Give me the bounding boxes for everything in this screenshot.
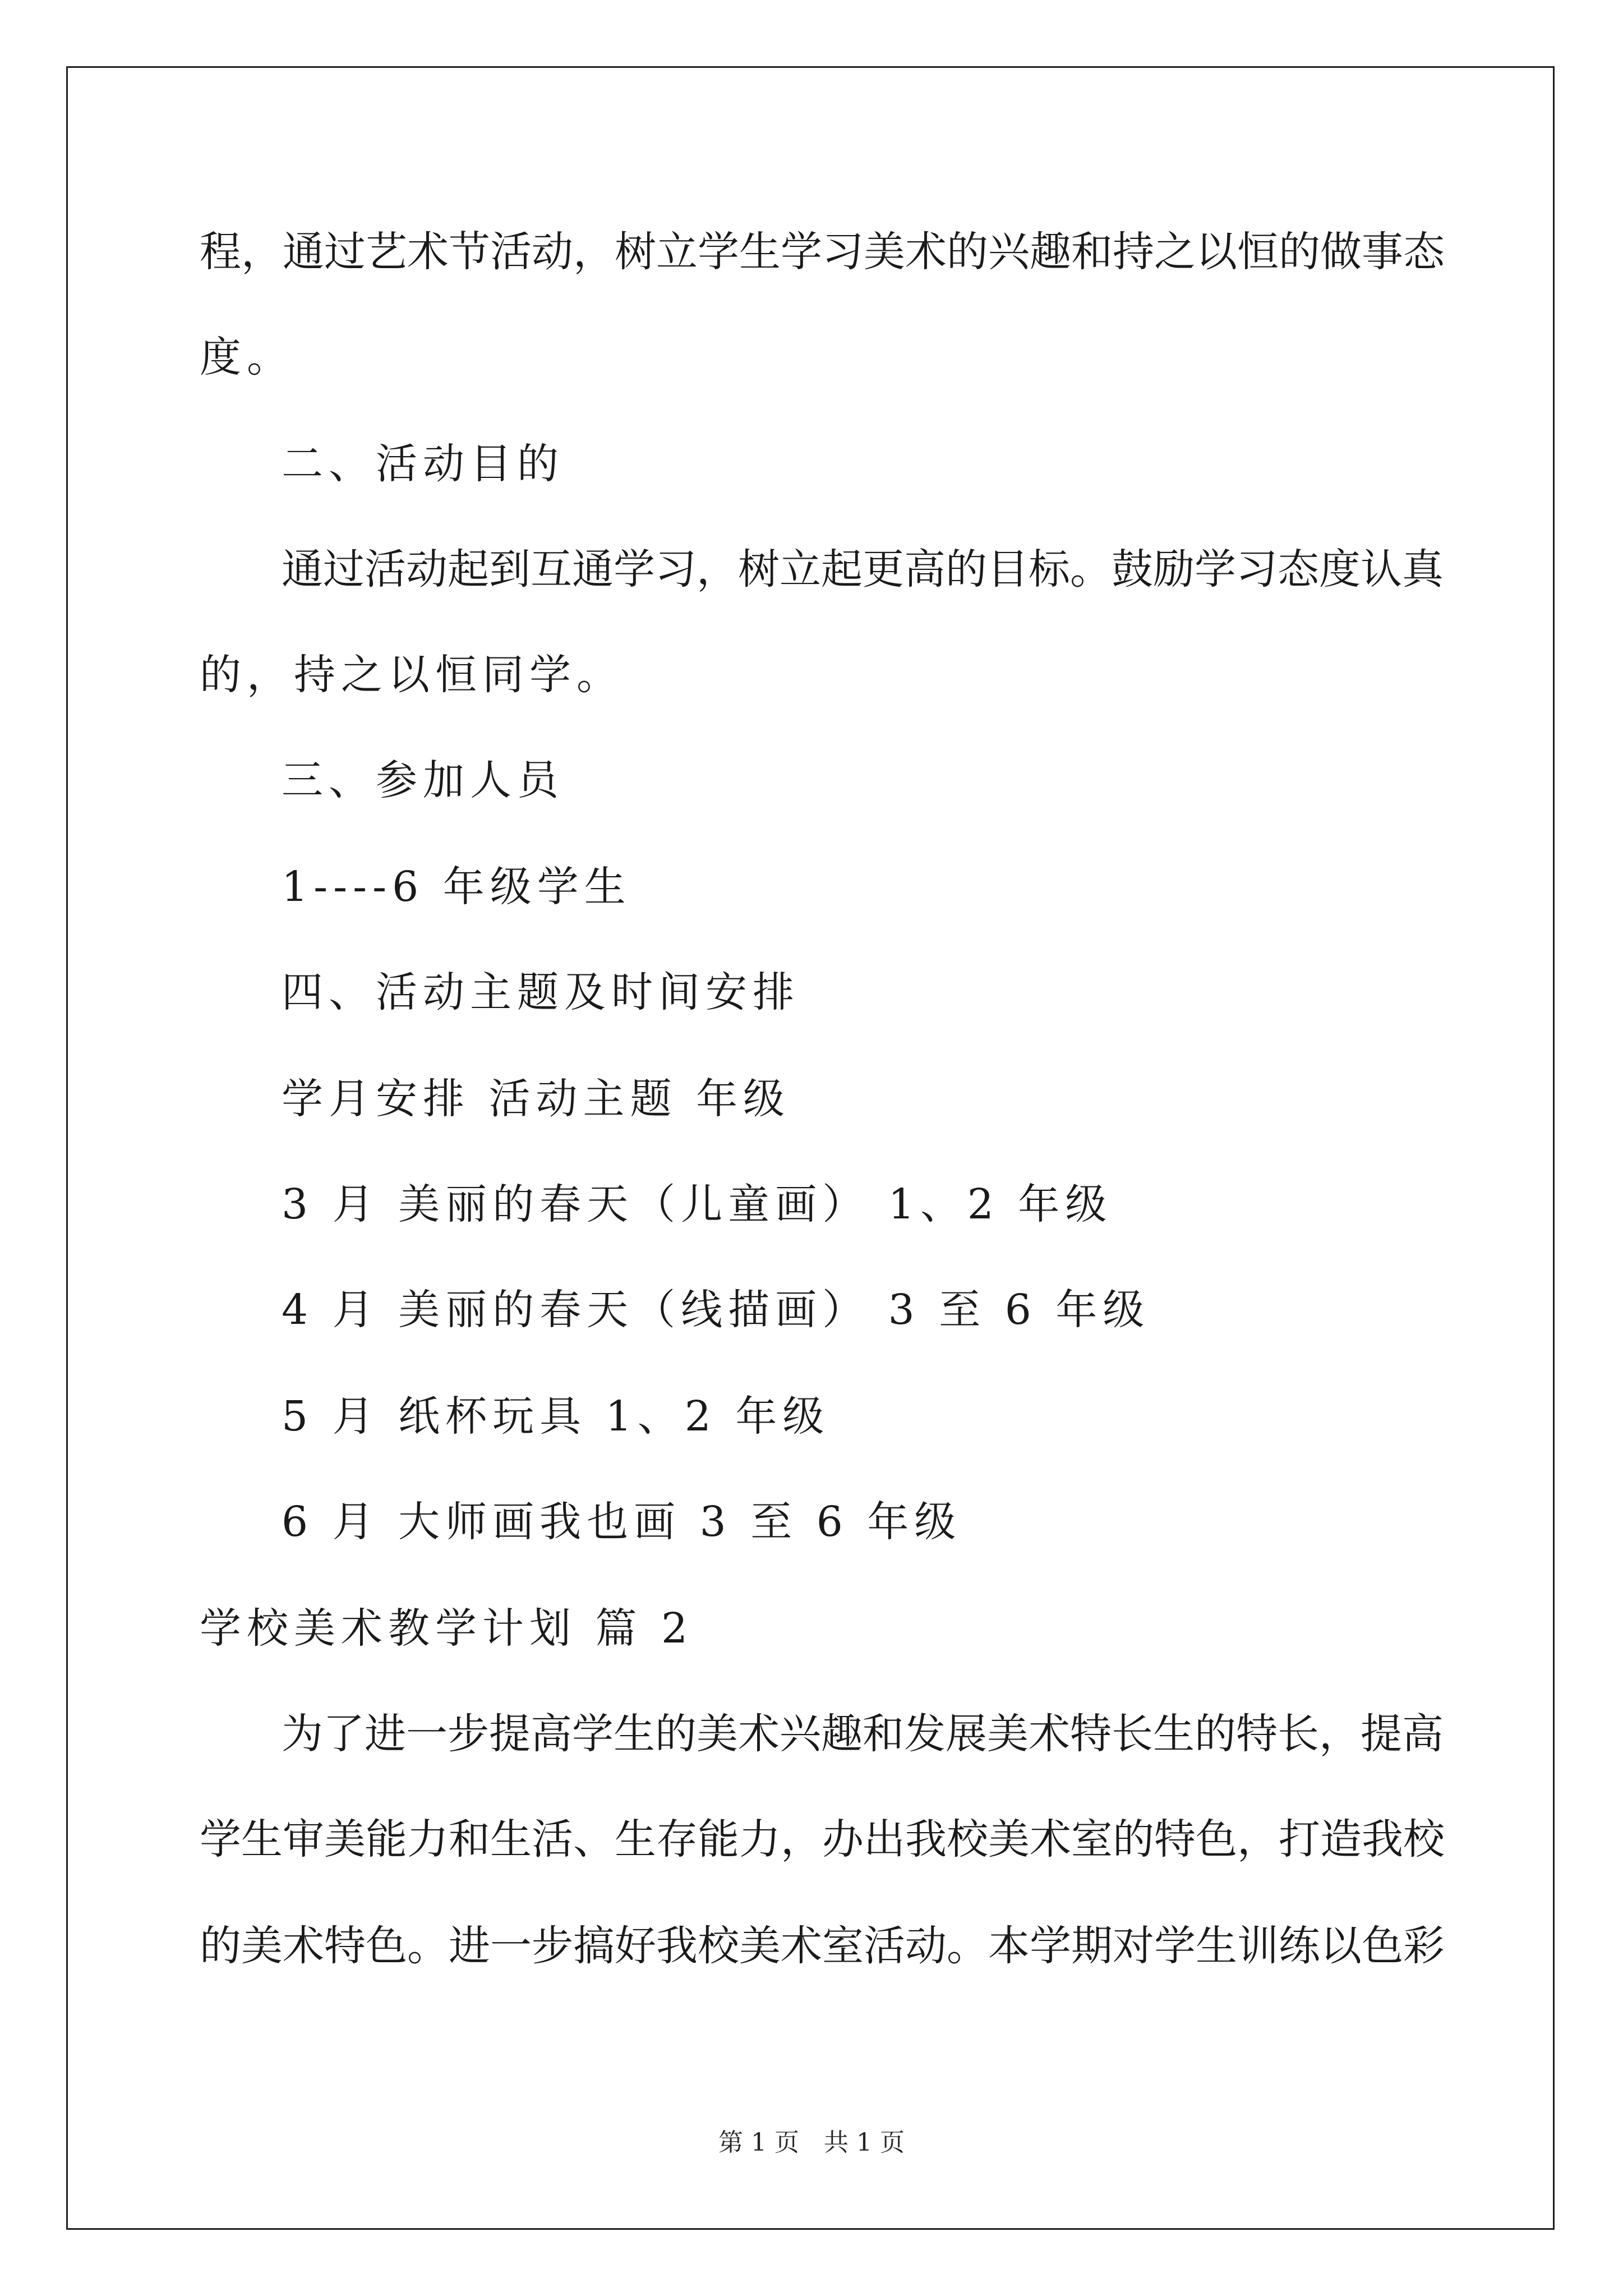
paragraph-line: 的美术特色。进一步搞好我校美术室活动。本学期对学生训练以色彩: [200, 1922, 1445, 1970]
page-footer: 第 1 页 共 1 页: [718, 2128, 905, 2157]
paragraph-line: 的，持之以恒同学。: [200, 651, 624, 699]
schedule-header: 学月安排 活动主题 年级: [282, 1075, 791, 1123]
section-heading: 二、活动目的: [282, 440, 564, 488]
paragraph-line: 1----6 年级学生: [282, 863, 631, 911]
article-title: 学校美术教学计划 篇 2: [200, 1604, 694, 1653]
paragraph-line: 为了进一步提高学生的美术兴趣和发展美术特长生的特长，提高: [282, 1710, 1444, 1758]
schedule-row: 4 月 美丽的春天（线描画） 3 至 6 年级: [282, 1286, 1150, 1334]
schedule-row: 6 月 大师画我也画 3 至 6 年级: [282, 1498, 962, 1546]
paragraph-line: 度。: [200, 333, 294, 381]
section-heading: 三、参加人员: [282, 756, 564, 804]
paragraph-line: 程，通过艺术节活动，树立学生学习美术的兴趣和持之以恒的做事态: [200, 228, 1445, 276]
schedule-row: 3 月 美丽的春天（儿童画） 1、2 年级: [282, 1180, 1113, 1228]
section-heading: 四、活动主题及时间安排: [282, 968, 800, 1016]
paragraph-line: 通过活动起到互通学习，树立起更高的目标。鼓励学习态度认真: [282, 545, 1444, 593]
schedule-row: 5 月 纸杯玩具 1、2 年级: [282, 1392, 830, 1441]
page-border: [66, 66, 1555, 2230]
paragraph-line: 学生审美能力和生活、生存能力，办出我校美术室的特色，打造我校: [200, 1815, 1445, 1864]
